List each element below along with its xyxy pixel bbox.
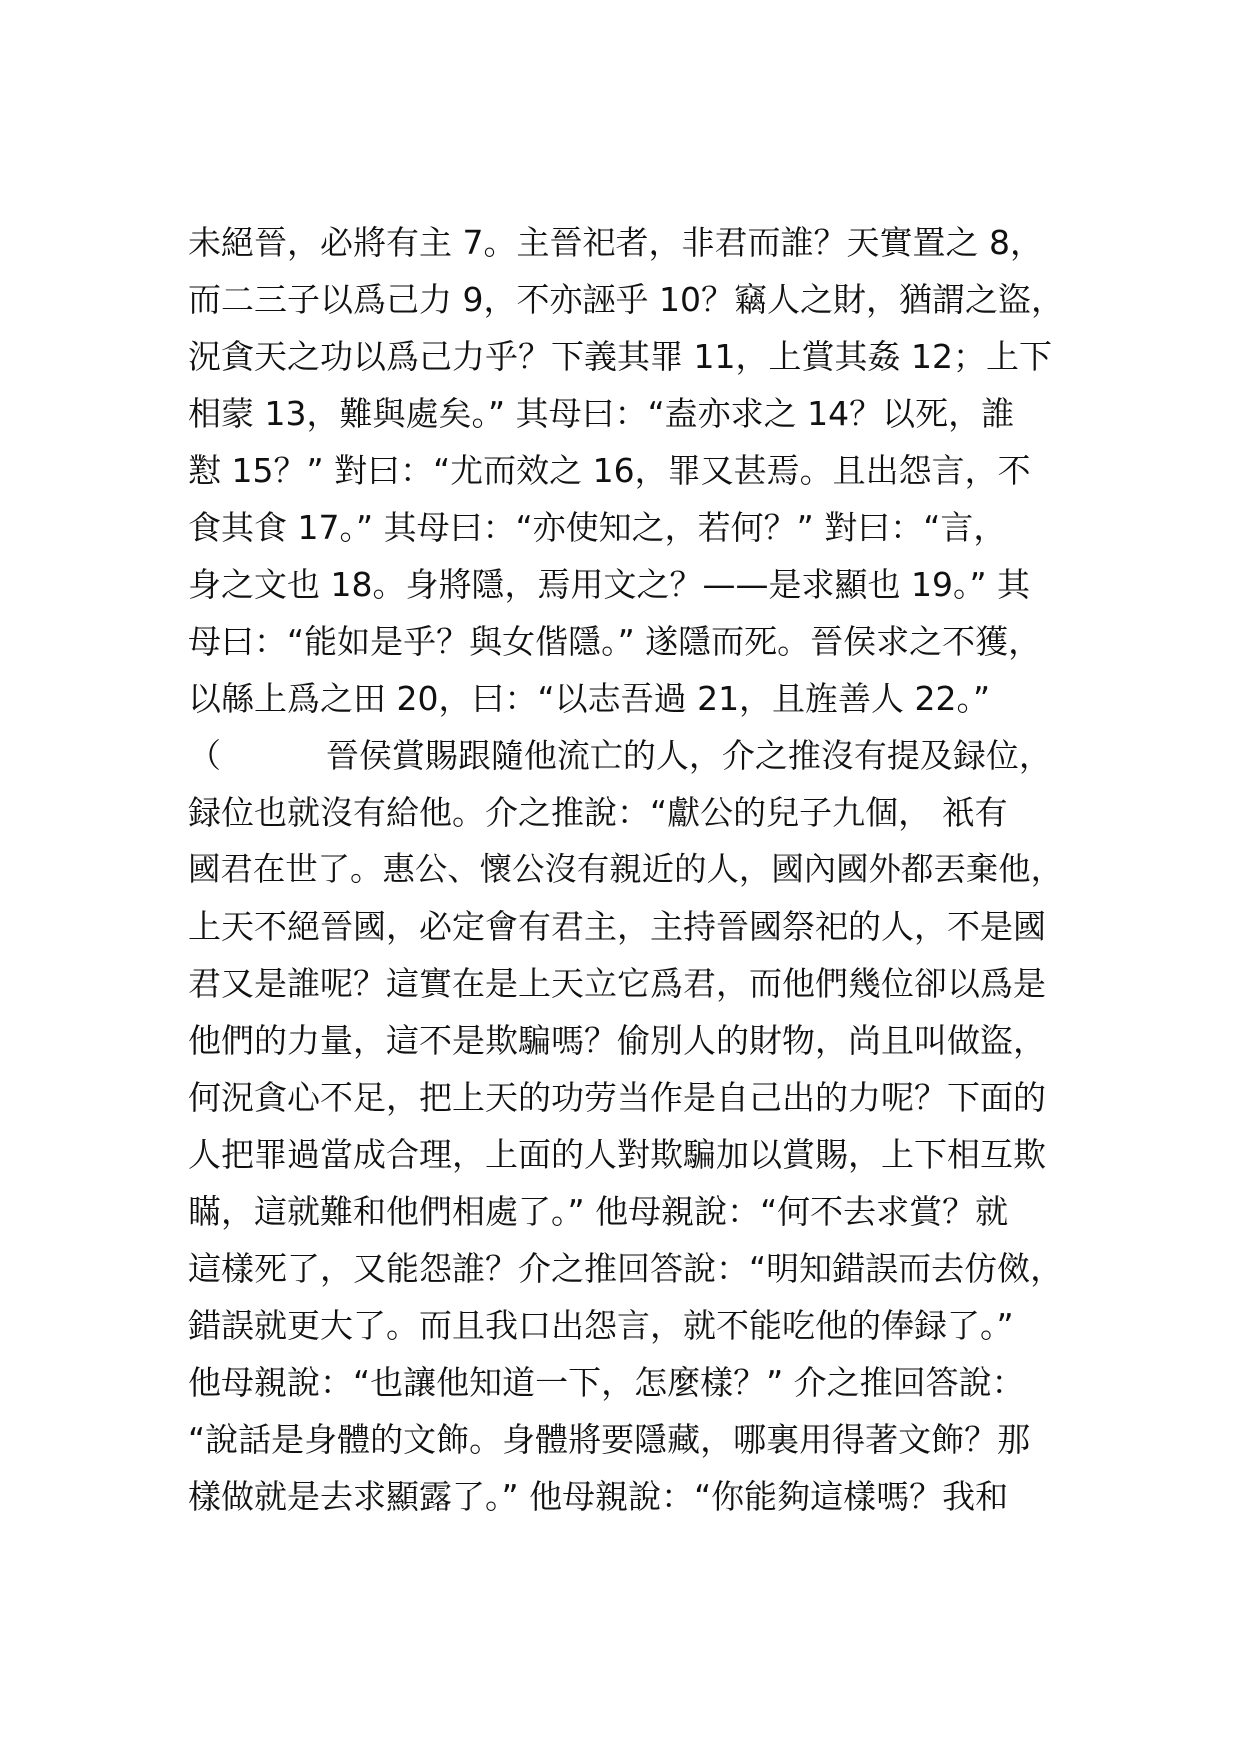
text-line: 君又是誰呢？這實在是上天立它爲君，而他們幾位卻以爲是	[188, 964, 1046, 1003]
text-line: 何況貪心不足，把上天的功劳当作是自己出的力呢？下面的	[188, 1078, 1046, 1117]
text-line: 以緜上爲之田 20，曰：“以志吾過 21，且旌善人 22。”	[188, 679, 991, 718]
text-line: 母曰：“能如是乎？與女偕隱。” 遂隱而死。晉侯求之不獲，	[188, 622, 1042, 661]
text-line: 國君在世了。惠公、懷公沒有親近的人，國內國外都丟棄他，	[188, 850, 1063, 888]
text-line: 未絕晉，必將有主 7。主晉祀者，非君而誰？天實置之 8，	[188, 223, 1043, 262]
text-line: 相蒙 13，難與處矣。” 其母曰：“盍亦求之 14？以死，誰	[188, 394, 1015, 433]
text-line: “說話是身體的文飾。身體將要隱藏，哪裏用得著文飾？那	[188, 1420, 1031, 1459]
text-line: 樣做就是去求顯露了。” 他母親說：“你能夠這樣嗎？我和	[188, 1477, 1009, 1516]
text-line: 人把罪過當成合理，上面的人對欺騙加以賞賜，上下相互欺	[188, 1135, 1046, 1174]
text-line: 瞞，這就難和他們相處了。” 他母親說：“何不去求賞？就	[188, 1192, 1009, 1231]
text-line: 懟 15？” 對曰：“尤而效之 16，罪又甚焉。且出怨言，不	[188, 451, 1031, 490]
text-line: 身之文也 18。身將隱，焉用文之？——是求顯也 19。” 其	[188, 565, 1031, 604]
text-line: 這樣死了，又能怨誰？介之推回答說：“明知錯誤而去仿傚，	[188, 1249, 1064, 1288]
text-line: 況貪天之功以爲己力乎？下義其罪 11，上賞其姦 12；上下	[188, 337, 1052, 376]
text-line: 而二三子以爲己力 9，不亦誣乎 10？竊人之財，猶謂之盜，	[188, 280, 1064, 319]
text-line: （ 晉侯賞賜跟隨他流亡的人，介之推沒有提及録位，	[188, 736, 1052, 775]
text-line: 錯誤就更大了。而且我口出怨言，就不能吃他的俸録了。”	[188, 1306, 1014, 1345]
text-line: 他們的力量，這不是欺騙嗎？偷別人的財物，尚且叫做盜，	[188, 1021, 1046, 1060]
text-line: 他母親說：“也讓他知道一下，怎麼樣？” 介之推回答說：	[188, 1363, 1025, 1402]
text-line: 食其食 17。” 其母曰：“亦使知之，若何？” 對曰：“言，	[188, 508, 1007, 547]
body-text	[188, 214, 1068, 1525]
text-line: 上天不絕晉國，必定會有君主，主持晉國祭祀的人，不是國	[188, 907, 1046, 946]
text-line: 録位也就沒有給他。介之推說：“獻公的兒子九個， 衹有	[188, 793, 1008, 832]
